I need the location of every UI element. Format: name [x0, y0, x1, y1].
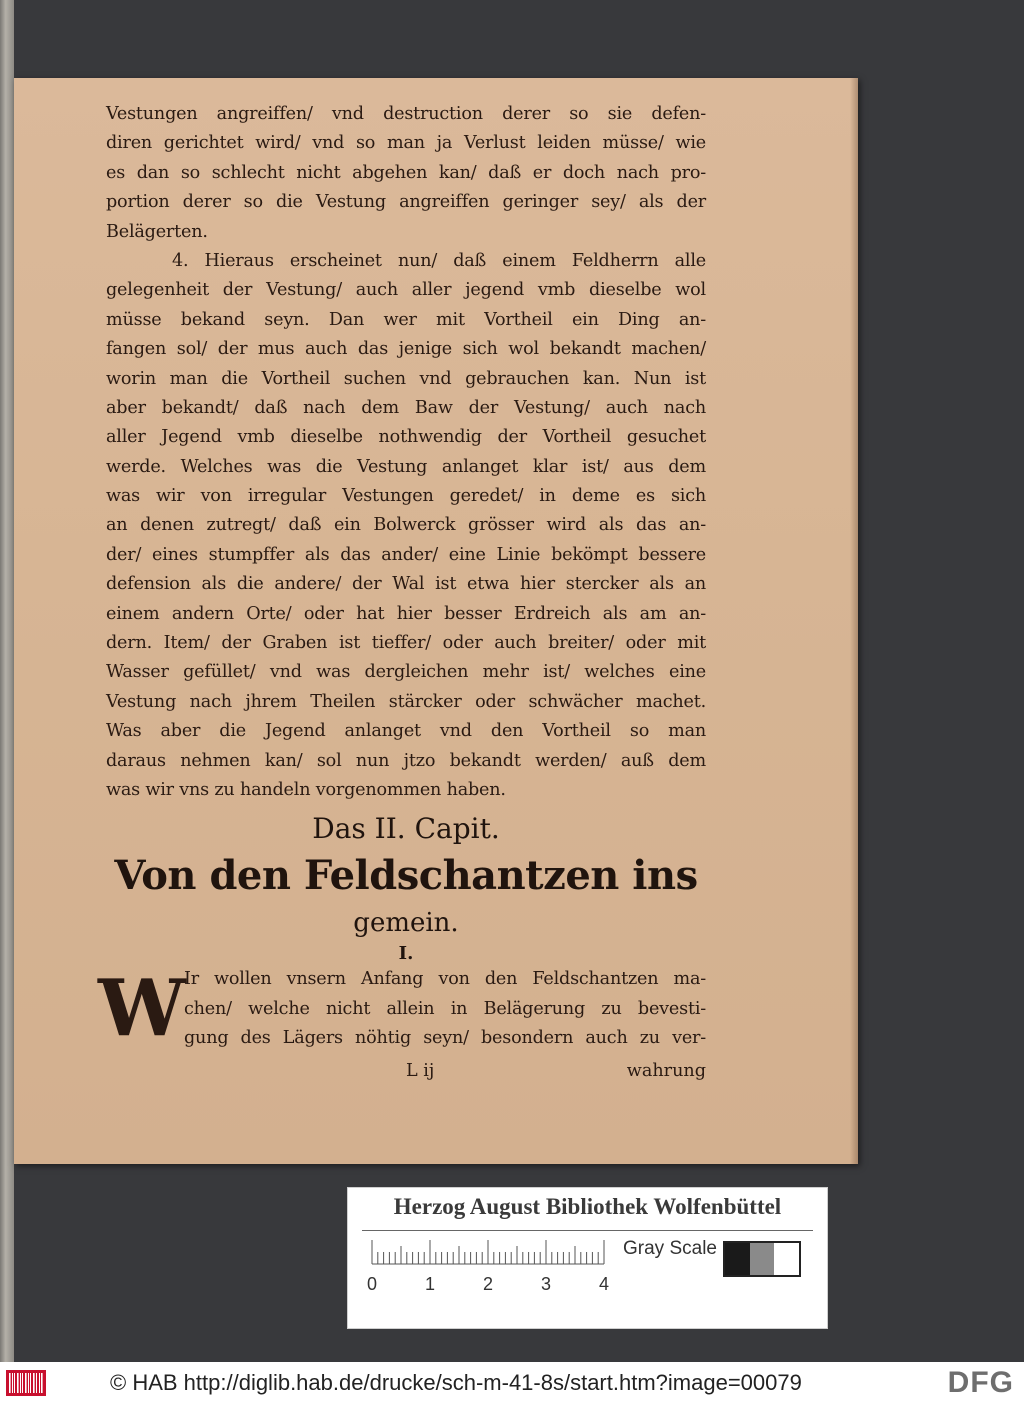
text-line: gelegenheit der Vestung/ auch aller jegend vmb dieselbe wol [106, 280, 706, 301]
ruler-scale [368, 1238, 608, 1294]
ruler-label: 4 [599, 1274, 610, 1294]
text-line: gung des Lägers nöhtig seyn/ besondern auch zu ver- [184, 1028, 706, 1049]
viewer-footer [0, 1362, 1024, 1404]
backing-board-edge [0, 0, 14, 1362]
text-line: chen/ welche nicht allein in Belägerung zu bevesti- [184, 998, 706, 1019]
text-line: einem andern Orte/ oder hat hier besser Erdreich als am an- [106, 603, 706, 624]
drop-cap-initial: W [98, 963, 186, 1055]
text-line: daraus nehmen kan/ sol nun jtzo bekandt werden/ auß dem [106, 750, 706, 771]
copyright-url[interactable]: © HAB http://diglib.hab.de/drucke/sch-m-41-8s/start.htm?image=00079 [110, 1370, 802, 1395]
text-line: dern. Item/ der Graben ist tieffer/ oder auch breiter/ oder mit [106, 633, 706, 654]
barcode-icon [6, 1370, 46, 1396]
chapter-title-continued: gemein. [353, 908, 459, 939]
text-line: Vestungen angreiffen/ vnd destruction derer so sie defen- [106, 104, 706, 124]
text-line: was wir von irregular Vestungen geredet/ in deme es sich [106, 486, 706, 507]
text-line: Vestung nach jhrem Theilen stärcker oder schwächer machet. [106, 691, 706, 712]
swatch-white [774, 1243, 799, 1275]
text-line: portion derer so die Vestung angreiffen geringer sey/ als der [106, 192, 706, 213]
section-4-paragraph [106, 247, 706, 805]
page-text [98, 100, 706, 1086]
ruler-label: 1 [425, 1274, 436, 1294]
text-line: Wasser gefüllet/ vnd was dergleichen mehr ist/ welches eine [106, 662, 706, 683]
book-page [14, 78, 858, 1164]
text-line: an denen zutregt/ daß ein Bolwerck grösser wird als das an- [106, 515, 706, 536]
ruler-label: 0 [367, 1274, 378, 1294]
paragraph-continuation [106, 100, 706, 247]
text-line: fangen sol/ der mus auch das jenige sich wol bekandt machen/ [106, 339, 706, 360]
swatch-gray [750, 1243, 775, 1275]
card-divider [362, 1230, 813, 1231]
text-line: defension als die andere/ der Wal ist etwa hier stercker als an [106, 574, 706, 595]
text-line: aller Jegend vmb dieselbe nothwendig der Vortheil gesuchet [106, 427, 706, 448]
text-line: Belägerten. [106, 221, 208, 242]
text-line: Ir wollen vnsern Anfang von den Feldschantzen ma- [184, 969, 706, 990]
text-line: der/ eines stumpffer als das ander/ eine Linie bekömpt bessere [106, 544, 706, 565]
text-line: worin man die Vortheil suchen vnd gebrauchen kan. Nun ist [106, 368, 706, 389]
chapter-number: Das II. Capit. [312, 812, 500, 846]
text-line: 4. Hieraus erscheinet nun/ daß einem Feldherrn alle [172, 250, 706, 271]
ruler-label: 2 [483, 1274, 494, 1294]
text-line: diren gerichtet wird/ vnd so man ja Verlust leiden müsse/ wie [106, 133, 706, 154]
chapter-title: Von den Feldschantzen ins [114, 852, 698, 900]
scale-card [347, 1187, 828, 1329]
gray-scale-label: Gray Scale [623, 1238, 717, 1259]
text-line: Was aber die Jegend anlanget vnd den Vortheil so man [106, 721, 706, 742]
section-number: I. [398, 943, 414, 965]
text-line: müsse bekand seyn. Dan wer mit Vortheil ein Ding an- [106, 309, 706, 330]
catchword: wahrung [626, 1060, 706, 1081]
swatch-black [725, 1243, 750, 1275]
chapter-heading [106, 809, 706, 965]
page-footer-line [106, 1056, 706, 1086]
dfg-logo: DFG [947, 1366, 1014, 1399]
signature-mark: L ij [406, 1060, 435, 1081]
card-title: Herzog August Bibliothek Wolfenbüttel [393, 1194, 782, 1219]
text-line: es dan so schlecht nicht abgehen kan/ daß er doch nach pro- [106, 162, 706, 183]
text-line: aber bekandt/ daß nach dem Baw der Vestung/ auch nach [106, 397, 706, 418]
text-line: was wir vns zu handeln vorgenommen haben. [106, 779, 506, 800]
section-1-paragraph [98, 963, 706, 1055]
ruler-label: 3 [541, 1274, 552, 1294]
text-line: werde. Welches was die Vestung anlanget klar ist/ aus dem [106, 456, 706, 477]
gray-scale-swatches [723, 1241, 801, 1277]
